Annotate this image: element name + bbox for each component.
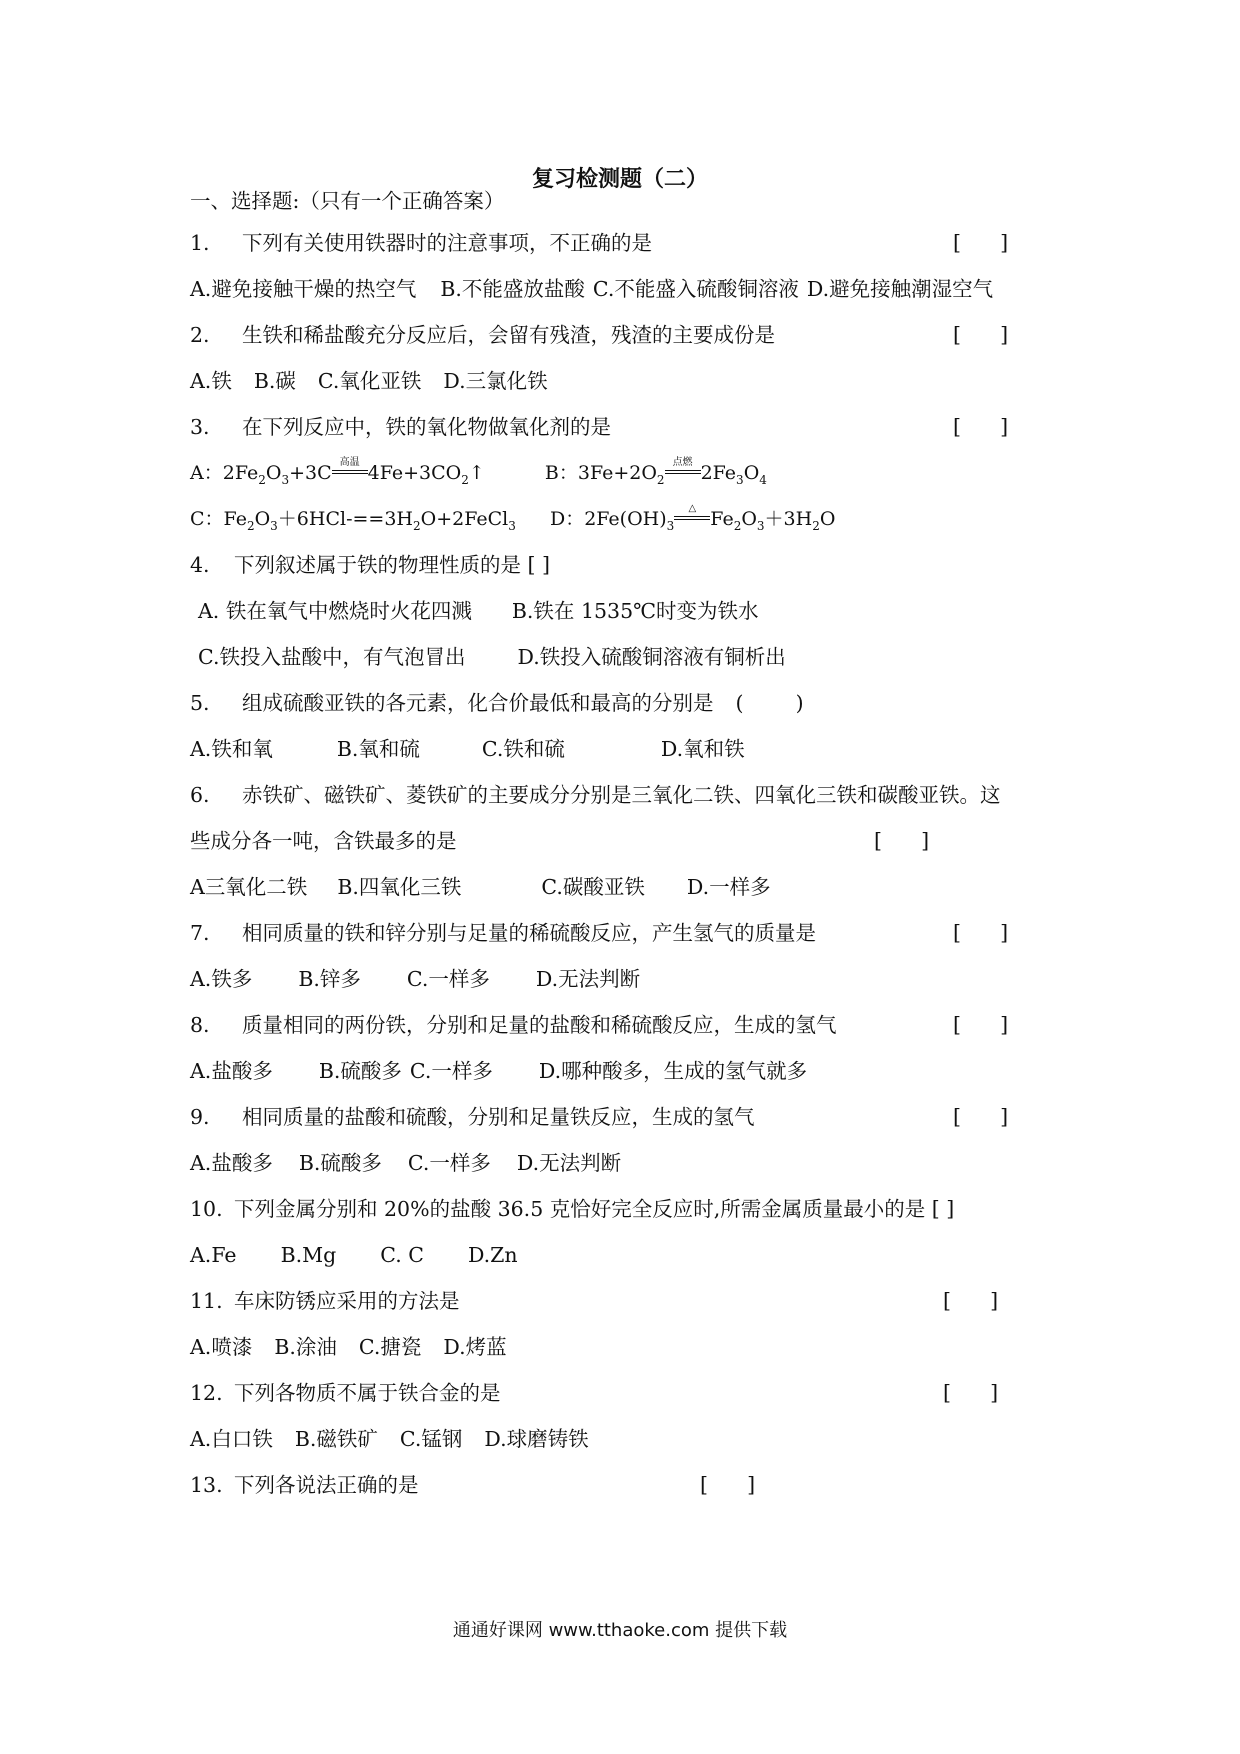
option: A.避免接触干燥的热空气 (190, 277, 417, 301)
answer-bracket: [ ] (953, 1105, 1009, 1129)
option: A三氧化二铁 (190, 875, 308, 899)
question-number: 11. (190, 1289, 223, 1313)
question-number: 3. (190, 415, 210, 439)
question-13 (190, 1470, 1090, 1500)
answer-bracket: [ ] (700, 1473, 756, 1497)
option: B.氧和硫 (336, 737, 420, 761)
option: B.磁铁矿 (294, 1427, 378, 1451)
options-6 (190, 872, 1090, 902)
equation-a: A：$2Fe_2O_3+3C$ 高温 $4Fe+3CO_2↑$ (190, 457, 485, 487)
equation-d: D：$2Fe(OH)_3\triangle$ $Fe_2O_3+3H_2O$ (549, 503, 836, 533)
question-number: 6. (190, 783, 210, 807)
question-5 (190, 688, 1090, 718)
equation-c: C：$Fe_2O_3+6HCl-==3H_2O+2FeCl_3$ (190, 508, 516, 533)
option: C.一样多 (407, 1151, 491, 1175)
condition-high-temp: 高温 (332, 458, 368, 474)
option: B.铁在 1535℃时变为铁水 (511, 599, 759, 623)
question-text: 生铁和稀盐酸充分反应后，会留有残渣，残渣的主要成份是 (242, 323, 775, 347)
option: B.四氧化三铁 (337, 875, 462, 899)
answer-bracket: [ ] (953, 415, 1009, 439)
question-text: 质量相同的两份铁，分别和足量的盐酸和稀硫酸反应，生成的氢气 (242, 1013, 837, 1037)
question-4 (190, 550, 1090, 580)
option: D.避免接触潮湿空气 (806, 277, 994, 301)
equation-row-cd (190, 504, 1090, 534)
page-title: 复习检测题（二） (531, 167, 708, 192)
question-10 (190, 1194, 1090, 1224)
question-number: 4. (190, 553, 210, 577)
question-6 (190, 780, 1090, 810)
option: D.烤蓝 (443, 1335, 507, 1359)
option: B.不能盛放盐酸 (440, 277, 585, 301)
answer-bracket: [ ] (874, 829, 930, 853)
options-4a (198, 596, 1098, 626)
section-heading: 一、选择题:（只有一个正确答案） (190, 189, 505, 213)
question-number: 12. (190, 1381, 223, 1405)
equation-row-ab (190, 458, 1090, 488)
question-text: 相同质量的盐酸和硫酸，分别和足量铁反应，生成的氢气 (242, 1105, 755, 1129)
option: D.Zn (467, 1243, 518, 1267)
answer-bracket: [ ] (953, 1013, 1009, 1037)
option: B.硫酸多 (298, 1151, 382, 1175)
options-10 (190, 1240, 1090, 1270)
option: D.哪种酸多，生成的氢气就多 (538, 1059, 808, 1083)
option: D.氧和铁 (660, 737, 745, 761)
question-text: 赤铁矿、磁铁矿、菱铁矿的主要成分分别是三氧化二铁、四氧化三铁和碳酸亚铁。这 (242, 783, 1001, 807)
option: B.硫酸多 (318, 1059, 402, 1083)
answer-bracket: [ ] (953, 323, 1009, 347)
option: C.锰钢 (399, 1427, 463, 1451)
option: C.碳酸亚铁 (541, 875, 645, 899)
options-5 (190, 734, 1090, 764)
option: D.三氯化铁 (443, 369, 548, 393)
question-text: 组成硫酸亚铁的各元素，化合价最低和最高的分别是 (242, 691, 714, 715)
answer-bracket: [ ] (953, 231, 1009, 255)
options-7 (190, 964, 1090, 994)
option: D.一样多 (686, 875, 771, 899)
options-1 (190, 274, 1090, 304)
question-number: 5. (190, 691, 210, 715)
option: C.氧化亚铁 (317, 369, 422, 393)
question-number: 1. (190, 231, 210, 255)
question-6-continued: 些成分各一吨，含铁最多的是 (190, 829, 457, 853)
option: C.铁和硫 (481, 737, 565, 761)
option: B.涂油 (274, 1335, 337, 1359)
option: A.白口铁 (190, 1427, 273, 1451)
answer-bracket: [ ] (943, 1381, 999, 1405)
question-number: 8. (190, 1013, 210, 1037)
question-number: 2. (190, 323, 210, 347)
option: A.喷漆 (190, 1335, 253, 1359)
option: B.碳 (253, 369, 296, 393)
options-12 (190, 1424, 1090, 1454)
option: C.铁投入盐酸中，有气泡冒出 (198, 645, 466, 669)
question-text: 车床防锈应采用的方法是 (234, 1289, 460, 1313)
option: A.Fe (190, 1243, 237, 1267)
options-11 (190, 1332, 1090, 1362)
question-text: 下列金属分别和 20%的盐酸 36.5 克恰好完全反应时,所需金属质量最小的是 [ ] (234, 1197, 955, 1221)
option: C.一样多 (409, 1059, 493, 1083)
question-text: 下列各说法正确的是 (234, 1473, 419, 1497)
question-number: 7. (190, 921, 210, 945)
option: D.球磨铸铁 (484, 1427, 589, 1451)
options-8 (190, 1056, 1090, 1086)
option: A.铁多 (190, 967, 253, 991)
equation-b: B：$3Fe+2O_2$点燃 $2Fe_3O_4$ (544, 457, 767, 487)
condition-ignite: 点燃 (665, 458, 701, 474)
option: A. 铁在氧气中燃烧时火花四溅 (198, 599, 472, 623)
option: A.铁和氧 (190, 737, 273, 761)
options-2 (190, 366, 1090, 396)
question-text: 下列叙述属于铁的物理性质的是 [ ] (234, 553, 551, 577)
option: C.不能盛入硫酸铜溶液 (592, 277, 799, 301)
option: C. C (380, 1243, 424, 1267)
question-text: 下列有关使用铁器时的注意事项，不正确的是 (242, 231, 652, 255)
condition-heat: △ (674, 504, 710, 520)
question-text: 相同质量的铁和锌分别与足量的稀硫酸反应，产生氢气的质量是 (242, 921, 816, 945)
options-9 (190, 1148, 1090, 1178)
question-text: 下列各物质不属于铁合金的是 (234, 1381, 501, 1405)
option: A.盐酸多 (190, 1151, 273, 1175)
options-4b (198, 642, 1098, 672)
option: A.盐酸多 (190, 1059, 273, 1083)
option: D.铁投入硫酸铜溶液有铜析出 (517, 645, 786, 669)
page-footer: 通通好课网 www.tthaoke.com 提供下载 (452, 1620, 788, 1641)
answer-paren: ( ) (735, 691, 804, 715)
option: C.一样多 (406, 967, 490, 991)
option: D.无法判断 (516, 1151, 622, 1175)
option: C.搪瓷 (358, 1335, 422, 1359)
option: A.铁 (190, 369, 232, 393)
question-number: 13. (190, 1473, 223, 1497)
option: B.Mg (280, 1243, 337, 1267)
option: B.锌多 (298, 967, 361, 991)
question-number: 9. (190, 1105, 210, 1129)
option: D.无法判断 (535, 967, 641, 991)
answer-bracket: [ ] (943, 1289, 999, 1313)
question-number: 10. (190, 1197, 223, 1221)
question-text: 在下列反应中，铁的氧化物做氧化剂的是 (242, 415, 611, 439)
answer-bracket: [ ] (953, 921, 1009, 945)
